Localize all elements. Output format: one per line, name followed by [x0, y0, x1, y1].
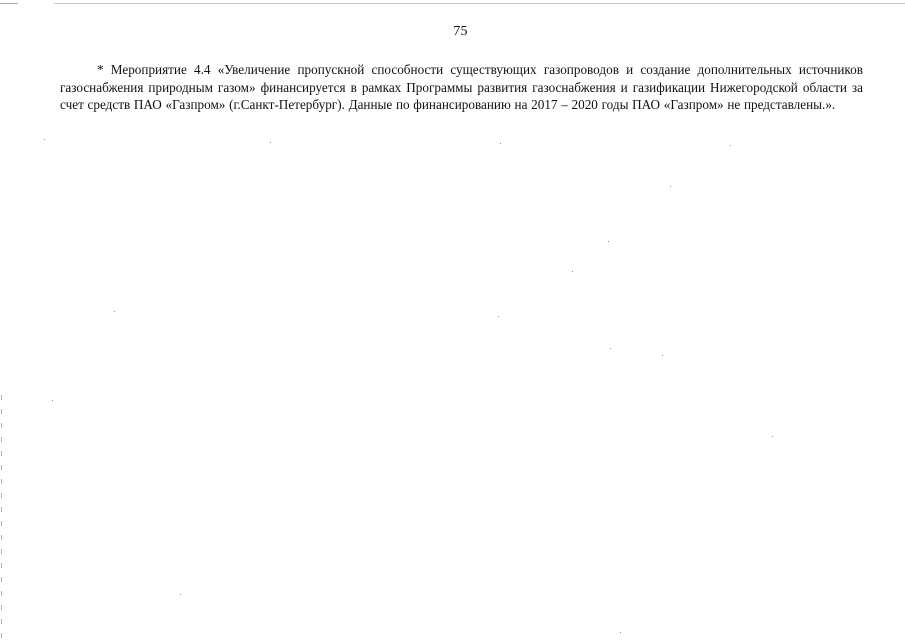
scan-speck	[610, 348, 611, 349]
scan-edge-artifact	[1, 395, 2, 640]
scan-speck	[500, 143, 501, 144]
scan-speck	[270, 142, 271, 143]
scan-speck	[52, 400, 53, 401]
scan-border-line	[0, 3, 905, 4]
scan-speck	[180, 594, 181, 595]
footnote-paragraph: * Мероприятие 4.4 «Увеличение пропускной способности существующих газопроводов и создание дополнительных источников газоснабжения природным газом» финансируется в рамках Программы развития газоснабжения и газификации Нижегородской области за счет средств ПАО «Газпром» (г.Санкт-Петербург). Данные по финансированию на 2017 – 2020 годы ПАО «Газпром» не представлены.».	[60, 62, 863, 112]
scan-speck	[670, 186, 671, 187]
scan-speck	[498, 316, 499, 317]
scan-speck	[620, 632, 621, 633]
page-number: 75	[453, 24, 468, 39]
scan-speck	[730, 145, 731, 146]
scan-speck	[572, 271, 573, 272]
scan-speck	[44, 139, 45, 140]
scan-speck	[114, 311, 115, 312]
scan-speck	[608, 241, 609, 242]
scan-speck	[662, 355, 663, 356]
scan-speck	[772, 436, 773, 437]
